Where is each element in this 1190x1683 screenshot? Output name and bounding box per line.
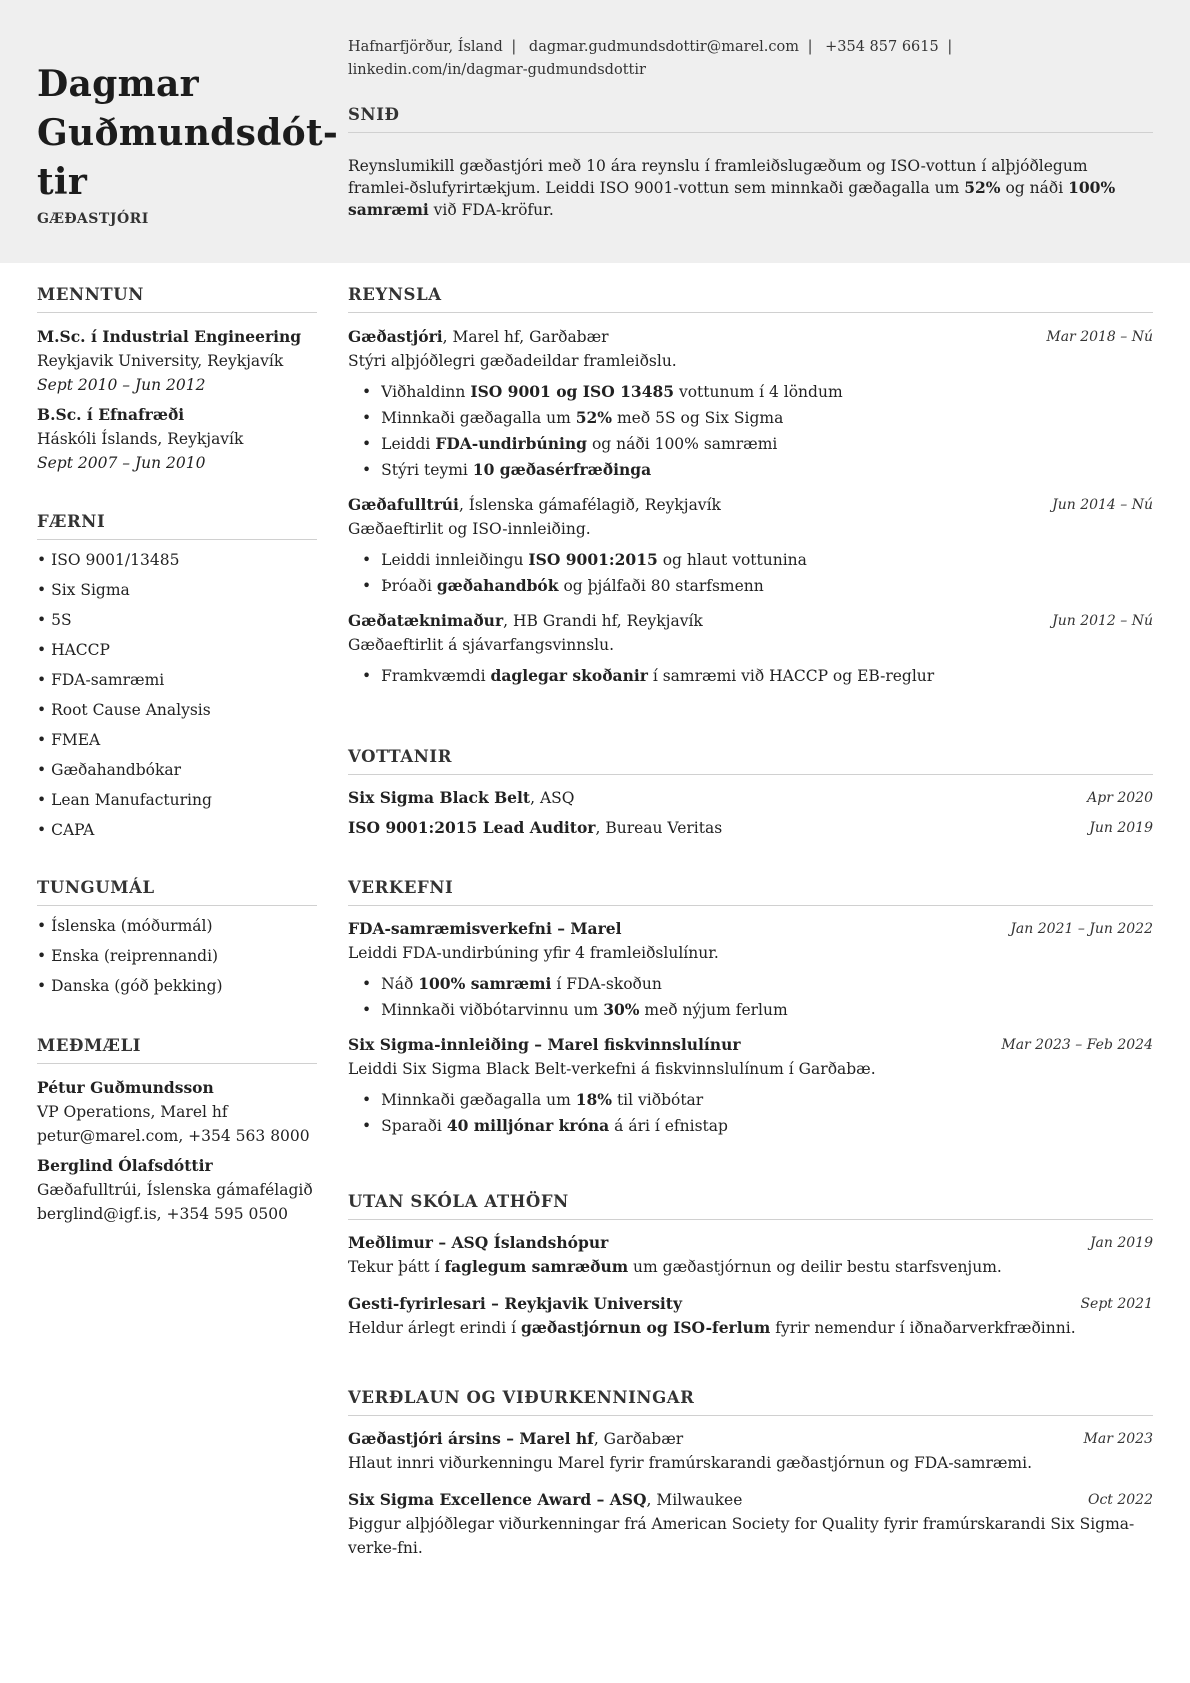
award-org: , Garðabær bbox=[593, 1430, 684, 1448]
activity-title: Gesti-fyrirlesari – Reykjavik University bbox=[348, 1294, 682, 1313]
reference-role: VP Operations, Marel hf bbox=[37, 1103, 228, 1121]
bullet-text: og hlaut vottunina bbox=[657, 551, 807, 569]
skill-item: • Gæðahandbókar bbox=[37, 755, 317, 785]
name-line: tir bbox=[37, 161, 88, 203]
project-bullet bbox=[362, 1113, 1153, 1139]
contact-separator: | bbox=[511, 39, 517, 55]
job-bullet bbox=[362, 457, 1153, 483]
bullet-text: til viðbótar bbox=[612, 1091, 704, 1109]
certifications-section bbox=[348, 747, 1153, 840]
desc-highlight: faglegum samræðum bbox=[444, 1257, 629, 1276]
education-dates: Sept 2010 – Jun 2012 bbox=[37, 376, 206, 394]
job-title: GÆÐASTJÓRI bbox=[37, 211, 149, 227]
job-org: , Íslenska gámafélagið, Reykjavík bbox=[458, 496, 721, 514]
activity-date: Sept 2021 bbox=[1080, 1296, 1153, 1312]
award-description: Þiggur alþjóðlegar viðurkenningar frá American Society for Quality fyrir framúrskarandi Six Sigma-verke-fni. bbox=[348, 1515, 1135, 1557]
job-description: Gæðaeftirlit á sjávarfangsvinnslu. bbox=[348, 636, 615, 654]
job-bullet bbox=[362, 431, 1153, 457]
award-date: Mar 2023 bbox=[1083, 1431, 1153, 1447]
activities-heading: UTAN SKÓLA ATHÖFN bbox=[348, 1192, 1153, 1220]
contact-linkedin[interactable]: linkedin.com/in/dagmar-gudmundsdottir bbox=[348, 62, 646, 78]
job-title-line bbox=[348, 493, 1153, 517]
reference-contact: petur@marel.com, +354 563 8000 bbox=[37, 1127, 310, 1145]
reference-contact: berglind@igf.is, +354 595 0500 bbox=[37, 1205, 288, 1223]
bullet-highlight: FDA-undirbúning bbox=[435, 434, 588, 453]
contact-phone[interactable]: +354 857 6615 bbox=[825, 39, 939, 55]
bullet-highlight: 100% samræmi bbox=[418, 974, 552, 993]
certification-date: Jun 2019 bbox=[1089, 820, 1153, 836]
awards-heading: VERÐLAUN OG VIÐURKENNINGAR bbox=[348, 1388, 1153, 1416]
skill-item: • Lean Manufacturing bbox=[37, 785, 317, 815]
experience-heading: REYNSLA bbox=[348, 285, 1153, 313]
project-dates: Mar 2023 – Feb 2024 bbox=[1001, 1037, 1153, 1053]
job-bullet bbox=[362, 573, 1153, 599]
job-title: Gæðatæknimaður bbox=[348, 611, 504, 630]
job-bullet bbox=[362, 547, 1153, 573]
project-bullet bbox=[362, 1087, 1153, 1113]
job-title-line bbox=[348, 325, 1153, 349]
skill-item: • Six Sigma bbox=[37, 575, 317, 605]
award-entry bbox=[348, 1488, 1153, 1560]
project-entry bbox=[348, 1033, 1153, 1139]
bullet-highlight: 30% bbox=[603, 1000, 640, 1019]
job-description: Gæðaeftirlit og ISO-innleiðing. bbox=[348, 520, 591, 538]
reference-name: Berglind Ólafsdóttir bbox=[37, 1156, 213, 1175]
bullet-highlight: 52% bbox=[575, 408, 613, 427]
award-date: Oct 2022 bbox=[1087, 1492, 1153, 1508]
skill-item: • Root Cause Analysis bbox=[37, 695, 317, 725]
certification-name: ISO 9001:2015 Lead Auditor bbox=[348, 818, 596, 837]
certification-line bbox=[348, 816, 1153, 840]
bullet-text: vottunum í 4 löndum bbox=[674, 383, 843, 401]
certification-line bbox=[348, 786, 1153, 810]
references-heading: MEÐMÆLI bbox=[37, 1036, 317, 1064]
project-description: Leiddi FDA-undirbúning yfir 4 framleiðslulínur. bbox=[348, 944, 719, 962]
skills-section bbox=[37, 512, 317, 845]
activity-title-line bbox=[348, 1292, 1153, 1316]
languages-list bbox=[37, 911, 317, 1001]
summary-heading: SNIÐ bbox=[348, 105, 1153, 133]
summary-part: Reynslumikill gæðastjóri með 10 ára reynslu í framleiðslugæðum og ISO-vottun í alþjóðlegum framlei-ðslufyrirtækjum. Leiddi ISO 9001-vottun sem minnkaði gæðagalla um bbox=[348, 157, 1088, 197]
bullet-text: í FDA-skoðun bbox=[551, 975, 662, 993]
project-title: Six Sigma-innleiðing – Marel fiskvinnslulínur bbox=[348, 1035, 741, 1054]
references-section bbox=[37, 1036, 317, 1226]
languages-heading: TUNGUMÁL bbox=[37, 878, 317, 906]
desc-text: fyrir nemendur í iðnaðarverkfræðinni. bbox=[770, 1319, 1076, 1337]
candidate-name bbox=[37, 60, 337, 207]
name-line: Guðmundsdót- bbox=[37, 112, 339, 154]
award-org: , Milwaukee bbox=[646, 1491, 743, 1509]
bullet-highlight: 18% bbox=[575, 1090, 613, 1109]
project-entry bbox=[348, 917, 1153, 1023]
education-degree: B.Sc. í Efnafræði bbox=[37, 405, 185, 424]
bullet-text: Minnkaði viðbótarvinnu um bbox=[381, 1001, 604, 1019]
job-title: Gæðafulltrúi bbox=[348, 495, 459, 514]
education-school: Háskóli Íslands, Reykjavík bbox=[37, 430, 244, 448]
skill-item: • HACCP bbox=[37, 635, 317, 665]
activity-title-line bbox=[348, 1231, 1153, 1255]
education-degree: M.Sc. í Industrial Engineering bbox=[37, 327, 302, 346]
award-title-line bbox=[348, 1427, 1153, 1451]
activity-entry bbox=[348, 1292, 1153, 1340]
projects-section bbox=[348, 878, 1153, 1139]
bullet-text: í samræmi við HACCP og EB-reglur bbox=[647, 667, 935, 685]
skill-item: • 5S bbox=[37, 605, 317, 635]
bullet-text: Náð bbox=[381, 975, 419, 993]
bullet-highlight: 10 gæðasérfræðinga bbox=[472, 460, 652, 479]
contact-info bbox=[348, 36, 1148, 82]
project-title: FDA-samræmisverkefni – Marel bbox=[348, 919, 622, 938]
activity-entry bbox=[348, 1231, 1153, 1279]
bullet-text: með nýjum ferlum bbox=[639, 1001, 788, 1019]
language-item: • Enska (reiprennandi) bbox=[37, 941, 317, 971]
job-entry bbox=[348, 609, 1153, 689]
job-title-line bbox=[348, 609, 1153, 633]
job-org: , Marel hf, Garðabær bbox=[442, 328, 609, 346]
bullet-highlight: daglegar skoðanir bbox=[490, 666, 648, 685]
job-bullets bbox=[348, 663, 1153, 689]
certification-entry bbox=[348, 816, 1153, 840]
bullet-highlight: ISO 9001 og ISO 13485 bbox=[470, 382, 675, 401]
name-line: Dagmar bbox=[37, 63, 199, 105]
project-bullets bbox=[348, 971, 1153, 1023]
summary-part: við FDA-kröfur. bbox=[428, 201, 554, 219]
award-entry bbox=[348, 1427, 1153, 1475]
job-bullets bbox=[348, 379, 1153, 483]
skills-list bbox=[37, 545, 317, 845]
desc-text: Tekur þátt í bbox=[348, 1258, 445, 1276]
job-entry bbox=[348, 325, 1153, 483]
skill-item: • CAPA bbox=[37, 815, 317, 845]
skill-item: • ISO 9001/13485 bbox=[37, 545, 317, 575]
certification-entry bbox=[348, 786, 1153, 810]
award-title: Six Sigma Excellence Award – ASQ bbox=[348, 1490, 647, 1509]
desc-text: Heldur árlegt erindi í bbox=[348, 1319, 521, 1337]
bullet-text: Minnkaði gæðagalla um bbox=[381, 1091, 576, 1109]
bullet-text: á ári í efnistap bbox=[609, 1117, 728, 1135]
education-dates: Sept 2007 – Jun 2010 bbox=[37, 454, 206, 472]
activities-section bbox=[348, 1192, 1153, 1340]
certification-org: , ASQ bbox=[530, 789, 575, 807]
contact-email[interactable]: dagmar.gudmundsdottir@marel.com bbox=[528, 39, 799, 55]
experience-section bbox=[348, 285, 1153, 689]
bullet-text: Þróaði bbox=[381, 577, 437, 595]
bullet-highlight: ISO 9001:2015 bbox=[528, 550, 658, 569]
summary-highlight: 52% bbox=[964, 178, 1001, 197]
certification-name: Six Sigma Black Belt bbox=[348, 788, 531, 807]
award-title: Gæðastjóri ársins – Marel hf bbox=[348, 1429, 594, 1448]
reference-name: Pétur Guðmundsson bbox=[37, 1078, 214, 1097]
activity-date: Jan 2019 bbox=[1089, 1235, 1153, 1251]
skill-item: • FDA-samræmi bbox=[37, 665, 317, 695]
summary-part: og náði bbox=[1000, 179, 1069, 197]
bullet-text: og þjálfaði 80 starfsmenn bbox=[558, 577, 764, 595]
skills-heading: FÆRNI bbox=[37, 512, 317, 540]
education-heading: MENNTUN bbox=[37, 285, 317, 313]
award-title-line bbox=[348, 1488, 1153, 1512]
job-bullets bbox=[348, 547, 1153, 599]
project-bullet bbox=[362, 971, 1153, 997]
project-dates: Jan 2021 – Jun 2022 bbox=[1010, 921, 1153, 937]
education-school: Reykjavik University, Reykjavík bbox=[37, 352, 284, 370]
job-dates: Jun 2012 – Nú bbox=[1052, 613, 1153, 629]
award-description: Hlaut innri viðurkenningu Marel fyrir framúrskarandi gæðastjórnun og FDA-samræmi. bbox=[348, 1454, 1033, 1472]
education-section bbox=[37, 285, 317, 475]
project-bullets bbox=[348, 1087, 1153, 1139]
job-entry bbox=[348, 493, 1153, 599]
skill-item: • FMEA bbox=[37, 725, 317, 755]
certifications-heading: VOTTANIR bbox=[348, 747, 1153, 775]
bullet-text: Minnkaði gæðagalla um bbox=[381, 409, 576, 427]
certification-org: , Bureau Veritas bbox=[595, 819, 723, 837]
bullet-text: Leiddi bbox=[381, 435, 436, 453]
desc-highlight: gæðastjórnun og ISO-ferlum bbox=[520, 1318, 771, 1337]
bullet-text: Stýri teymi bbox=[381, 461, 473, 479]
job-description: Stýri alþjóðlegri gæðadeildar framleiðslu. bbox=[348, 352, 677, 370]
certification-date: Apr 2020 bbox=[1087, 790, 1153, 806]
bullet-text: og náði 100% samræmi bbox=[587, 435, 778, 453]
language-item: • Danska (góð þekking) bbox=[37, 971, 317, 1001]
job-title: Gæðastjóri bbox=[348, 327, 443, 346]
activity-description bbox=[348, 1255, 1153, 1279]
contact-location: Hafnarfjörður, Ísland bbox=[348, 39, 503, 55]
project-bullet bbox=[362, 997, 1153, 1023]
job-bullet bbox=[362, 405, 1153, 431]
language-item: • Íslenska (móðurmál) bbox=[37, 911, 317, 941]
summary-text bbox=[348, 155, 1153, 221]
project-description: Leiddi Six Sigma Black Belt-verkefni á fiskvinnslulínum í Garðabæ. bbox=[348, 1060, 876, 1078]
reference-role: Gæðafulltrúi, Íslenska gámafélagið bbox=[37, 1181, 313, 1199]
bullet-text: Framkvæmdi bbox=[381, 667, 491, 685]
job-bullet bbox=[362, 379, 1153, 405]
bullet-highlight: 40 milljónar króna bbox=[446, 1116, 610, 1135]
job-dates: Jun 2014 – Nú bbox=[1052, 497, 1153, 513]
bullet-highlight: gæðahandbók bbox=[436, 576, 559, 595]
bullet-text: Sparaði bbox=[381, 1117, 447, 1135]
contact-separator: | bbox=[807, 39, 813, 55]
bullet-text: Leiddi innleiðingu bbox=[381, 551, 529, 569]
bullet-text: Viðhaldinn bbox=[381, 383, 471, 401]
job-org: , HB Grandi hf, Reykjavík bbox=[503, 612, 703, 630]
languages-section bbox=[37, 878, 317, 1001]
projects-heading: VERKEFNI bbox=[348, 878, 1153, 906]
summary-highlight: 100% samræmi bbox=[348, 178, 1116, 219]
job-bullet bbox=[362, 663, 1153, 689]
contact-separator: | bbox=[947, 39, 953, 55]
desc-text: um gæðastjórnun og deilir bestu starfsvenjum. bbox=[628, 1258, 1002, 1276]
awards-section bbox=[348, 1388, 1153, 1560]
activity-description bbox=[348, 1316, 1153, 1340]
job-dates: Mar 2018 – Nú bbox=[1046, 329, 1153, 345]
activity-title: Meðlimur – ASQ Íslandshópur bbox=[348, 1233, 609, 1252]
bullet-text: með 5S og Six Sigma bbox=[612, 409, 784, 427]
